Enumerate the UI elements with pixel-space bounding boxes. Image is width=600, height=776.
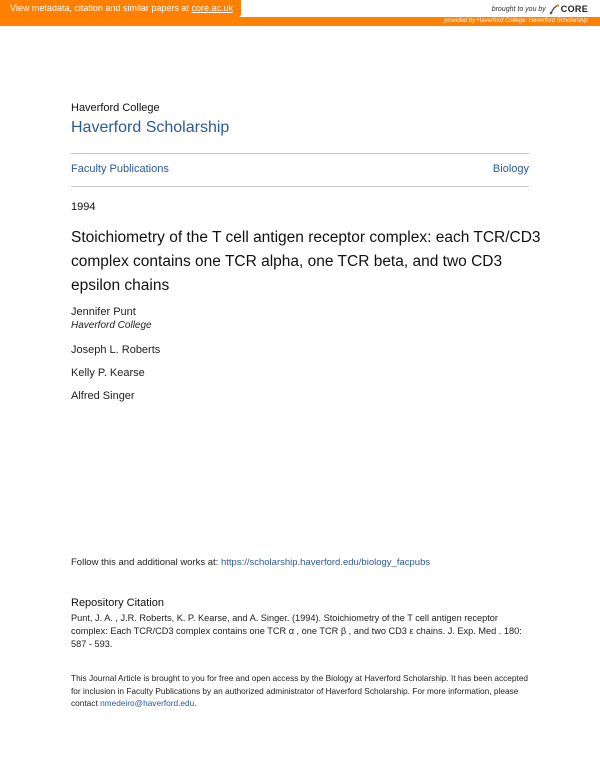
author-item xyxy=(71,367,145,379)
divider-top xyxy=(71,153,529,154)
article-title: Stoichiometry of the T cell antigen receptor complex: each TCR/CD3 complex contains one TCR alpha, one TCR beta, and two CD3 epsilon chains xyxy=(71,229,541,294)
provided-by-bar: provided by Haverford College: Haverford Scholarship xyxy=(0,17,600,26)
core-link-prefix: View metadata, citation and similar papers at xyxy=(10,3,192,13)
follow-text: Follow this and additional works at: xyxy=(71,557,221,568)
publication-year: 1994 xyxy=(71,201,96,213)
repository-citation-text: Punt, J. A. , J.R. Roberts, K. P. Kearse, and A. Singer. (1994). Stoichiometry of the T cell antigen receptor complex: Each TCR/CD3 complex contains one TCR α , one TCR β , and two CD3 ε chains. J. Exp. Med . 180: 587 - 593. xyxy=(71,613,522,649)
repository-citation-heading: Repository Citation xyxy=(71,597,164,609)
core-banner xyxy=(0,0,600,17)
follow-url-link[interactable]: https://scholarship.haverford.edu/biology_facpubs xyxy=(220,557,431,568)
author-name: Jennifer Punt xyxy=(71,306,136,318)
contact-email-link[interactable]: nmedeiro@haverford.edu xyxy=(100,698,195,708)
notice-text: This Journal Article is brought to you for free and open access by the Biology at Haverford Scholarship. It has been accepted for inclusion in Faculty Publications by an authorized administrator of Haverford Scholarship. For more information, please contact xyxy=(71,673,529,708)
notice-end: . xyxy=(194,698,197,708)
author-item xyxy=(71,306,152,331)
repository-name[interactable]: Haverford Scholarship xyxy=(71,119,230,136)
core-logo-text: CORE xyxy=(560,4,588,14)
core-metadata-link[interactable] xyxy=(0,0,241,17)
institution-name: Haverford College xyxy=(71,102,160,114)
core-logo xyxy=(549,4,588,15)
divider-bottom xyxy=(71,186,529,187)
collection-link-faculty-publications[interactable]: Faculty Publications xyxy=(71,163,169,175)
author-affiliation: Haverford College xyxy=(71,320,152,331)
author-name: Joseph L. Roberts xyxy=(71,344,161,356)
author-name: Alfred Singer xyxy=(71,390,135,402)
author-item xyxy=(71,344,160,356)
brought-by-text: brought to you by xyxy=(491,5,546,13)
core-link-domain[interactable]: core.ac.uk xyxy=(191,3,233,13)
collection-link-biology[interactable]: Biology xyxy=(492,163,529,175)
access-notice xyxy=(71,672,533,710)
core-brand[interactable] xyxy=(492,3,588,15)
follow-line xyxy=(71,557,430,568)
author-name: Kelly P. Kearse xyxy=(71,367,145,379)
core-logo-icon xyxy=(549,4,560,15)
author-item xyxy=(71,390,135,402)
